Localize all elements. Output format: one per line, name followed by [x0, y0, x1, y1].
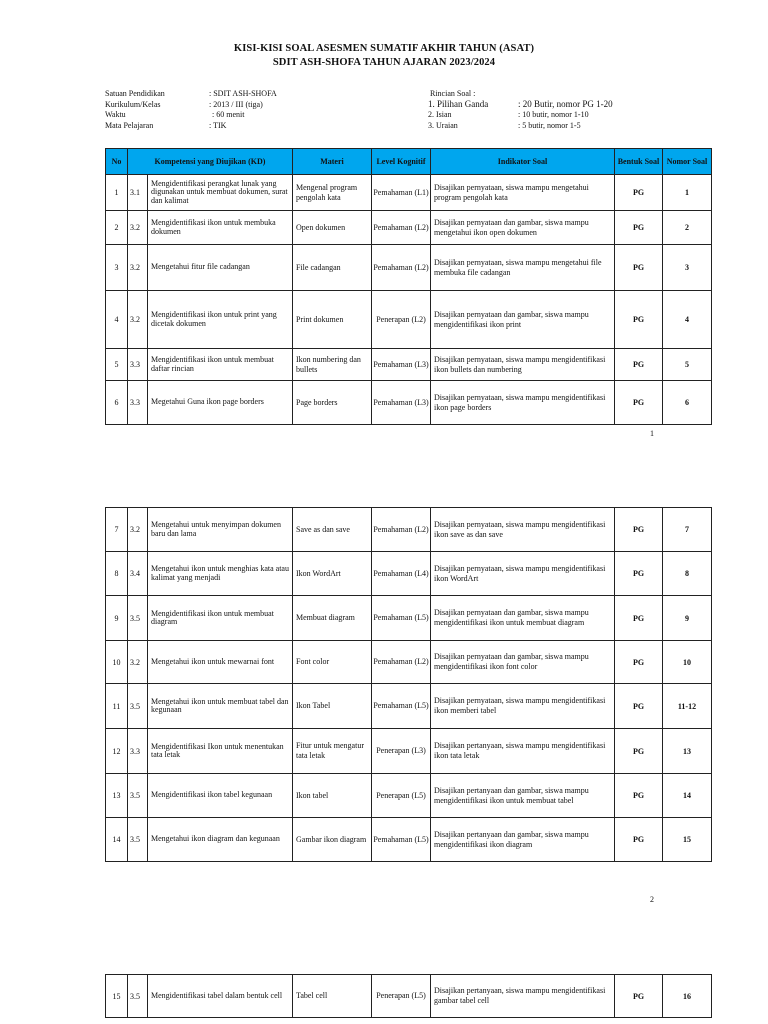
level-cell: Penerapan (L2) — [372, 291, 431, 349]
kd-number: 3.5 — [128, 818, 148, 862]
level-cell: Pemahaman (L5) — [372, 818, 431, 862]
rincian-title: Rincian Soal : — [430, 89, 476, 98]
table-row — [106, 596, 712, 641]
row-number: 9 — [106, 596, 128, 641]
row-number: 11 — [106, 684, 128, 729]
table-row — [106, 175, 712, 211]
bentuk-soal-cell: PG — [615, 552, 663, 596]
table-header-row — [106, 149, 712, 175]
kd-text: Mengidentifikasi ikon untuk print yang dicetak dokumen — [148, 291, 293, 349]
kd-number: 3.2 — [128, 245, 148, 291]
materi-cell: Open dokumen — [293, 211, 372, 245]
materi-cell: Ikon WordArt — [293, 552, 372, 596]
header-level: Level Kognitif — [372, 149, 431, 175]
kd-number: 3.5 — [128, 774, 148, 818]
indikator-cell: Disajikan pertanyaan dan gambar, siswa mampu mengidentifikasi ikon diagram — [431, 818, 615, 862]
kd-number: 3.3 — [128, 349, 148, 381]
kd-text: Mengidentifikasi ikon untuk membuat diagram — [148, 596, 293, 641]
bentuk-soal-cell: PG — [615, 684, 663, 729]
kd-text: Mengetahui untuk menyimpan dokumen baru dan lama — [148, 508, 293, 552]
level-cell: Pemahaman (L5) — [372, 684, 431, 729]
level-cell: Pemahaman (L2) — [372, 245, 431, 291]
level-cell: Penerapan (L5) — [372, 975, 431, 1018]
info-label: Mata Pelajaran — [105, 120, 154, 130]
kd-number: 3.5 — [128, 684, 148, 729]
kd-text: Mengetahui ikon untuk menghias kata atau kalimat yang menjadi — [148, 552, 293, 596]
row-number: 8 — [106, 552, 128, 596]
bentuk-soal-cell: PG — [615, 175, 663, 211]
kd-number: 3.3 — [128, 381, 148, 425]
indikator-cell: Disajikan pernyataan, siswa mampu mengidentifikasi ikon page borders — [431, 381, 615, 425]
level-cell: Pemahaman (L1) — [372, 175, 431, 211]
kd-text: Mengetahui fitur file cadangan — [148, 245, 293, 291]
indikator-cell: Disajikan pertanyaan, siswa mampu mengidentifikasi gambar tabel cell — [431, 975, 615, 1018]
nomor-soal-cell: 9 — [663, 596, 712, 641]
kd-number: 3.3 — [128, 729, 148, 774]
indikator-cell: Disajikan pernyataan, siswa mampu mengidentifikasi ikon WordArt — [431, 552, 615, 596]
kd-number: 3.4 — [128, 552, 148, 596]
indikator-cell: Disajikan pernyataan, siswa mampu mengidentifikasi ikon memberi tabel — [431, 684, 615, 729]
table-row — [106, 211, 712, 245]
school-info — [105, 88, 405, 130]
info-value: : 2013 / III (tiga) — [209, 99, 263, 109]
level-cell: Pemahaman (L3) — [372, 349, 431, 381]
kd-number: 3.2 — [128, 211, 148, 245]
info-label: Satuan Pendidikan — [105, 89, 165, 98]
materi-cell: Ikon tabel — [293, 774, 372, 818]
header-bentuk: Bentuk Soal — [615, 149, 663, 175]
kd-text: Mengetahui ikon diagram dan kegunaan — [148, 818, 293, 862]
table-row — [106, 729, 712, 774]
info-label: Waktu — [105, 110, 126, 119]
bentuk-soal-cell: PG — [615, 245, 663, 291]
bentuk-soal-cell: PG — [615, 291, 663, 349]
materi-cell: Ikon numbering dan bullets — [293, 349, 372, 381]
bentuk-soal-cell: PG — [615, 596, 663, 641]
kd-number: 3.2 — [128, 508, 148, 552]
table-row — [106, 774, 712, 818]
row-number: 13 — [106, 774, 128, 818]
kisi-kisi-table-page1 — [105, 148, 712, 425]
table-row — [106, 349, 712, 381]
bentuk-soal-cell: PG — [615, 381, 663, 425]
level-cell: Penerapan (L3) — [372, 729, 431, 774]
kd-text: Mengidentifikasi ikon untuk membuka dokumen — [148, 211, 293, 245]
level-cell: Pemahaman (L5) — [372, 596, 431, 641]
table-row — [106, 245, 712, 291]
rincian-item — [428, 120, 728, 131]
kd-number: 3.2 — [128, 291, 148, 349]
level-cell: Pemahaman (L3) — [372, 381, 431, 425]
table-row — [106, 975, 712, 1018]
level-cell: Pemahaman (L2) — [372, 641, 431, 684]
bentuk-soal-cell: PG — [615, 508, 663, 552]
info-value: : SDIT ASH-SHOFA — [209, 89, 277, 98]
header-indikator: Indikator Soal — [431, 149, 615, 175]
nomor-soal-cell: 8 — [663, 552, 712, 596]
kd-text: Mengidentifikasi tabel dalam bentuk cell — [148, 975, 293, 1018]
nomor-soal-cell: 2 — [663, 211, 712, 245]
row-number: 15 — [106, 975, 128, 1018]
info-label: Kurikulum/Kelas — [105, 99, 161, 109]
nomor-soal-cell: 16 — [663, 975, 712, 1018]
indikator-cell: Disajikan pernyataan dan gambar, siswa mampu mengetahui ikon open dokumen — [431, 211, 615, 245]
page-number: 2 — [650, 895, 654, 904]
table-body — [106, 975, 712, 1018]
level-cell: Pemahaman (L2) — [372, 211, 431, 245]
materi-cell: Print dokumen — [293, 291, 372, 349]
indikator-cell: Disajikan pertanyaan, siswa mampu mengidentifikasi ikon tata letak — [431, 729, 615, 774]
rincian-value: : 20 Butir, nomor PG 1-20 — [518, 98, 613, 109]
table-row — [106, 291, 712, 349]
table-row — [106, 508, 712, 552]
nomor-soal-cell: 6 — [663, 381, 712, 425]
nomor-soal-cell: 13 — [663, 729, 712, 774]
table-row — [106, 381, 712, 425]
document-subtitle: SDIT ASH-SHOFA TAHUN AJARAN 2023/2024 — [272, 57, 496, 68]
bentuk-soal-cell: PG — [615, 975, 663, 1018]
kd-number: 3.2 — [128, 641, 148, 684]
materi-cell: Fitur untuk mengatur tata letak — [293, 729, 372, 774]
indikator-cell: Disajikan pernyataan dan gambar, siswa mampu mengidentifikasi ikon font color — [431, 641, 615, 684]
materi-cell: Membuat diagram — [293, 596, 372, 641]
header-no: No — [106, 149, 128, 175]
materi-cell: Save as dan save — [293, 508, 372, 552]
kd-number: 3.5 — [128, 975, 148, 1018]
bentuk-soal-cell: PG — [615, 211, 663, 245]
materi-cell: Gambar ikon diagram — [293, 818, 372, 862]
page-number: 1 — [650, 429, 654, 438]
level-cell: Pemahaman (L2) — [372, 508, 431, 552]
info-row — [105, 88, 405, 99]
kd-text: Mengetahui ikon untuk mewarnai font — [148, 641, 293, 684]
indikator-cell: Disajikan pernyataan, siswa mampu mengidentifikasi ikon bullets dan numbering — [431, 349, 615, 381]
table-body — [106, 175, 712, 425]
nomor-soal-cell: 7 — [663, 508, 712, 552]
materi-cell: Ikon Tabel — [293, 684, 372, 729]
nomor-soal-cell: 1 — [663, 175, 712, 211]
materi-cell: Tabel cell — [293, 975, 372, 1018]
nomor-soal-cell: 5 — [663, 349, 712, 381]
indikator-cell: Disajikan pernyataan, siswa mampu mengetahui program pengolah kata — [431, 175, 615, 211]
materi-cell: Mengenal program pengolah kata — [293, 175, 372, 211]
row-number: 7 — [106, 508, 128, 552]
table-row — [106, 684, 712, 729]
kd-text: Mengidentifikasi Ikon untuk menentukan tata letak — [148, 729, 293, 774]
table-row — [106, 818, 712, 862]
level-cell: Penerapan (L5) — [372, 774, 431, 818]
rincian-value: : 10 butir, nomor 1-10 — [518, 110, 589, 119]
bentuk-soal-cell: PG — [615, 818, 663, 862]
indikator-cell: Disajikan pernyataan, siswa mampu mengidentifikasi ikon save as dan save — [431, 508, 615, 552]
row-number: 1 — [106, 175, 128, 211]
rincian-item — [428, 109, 728, 120]
level-cell: Pemahaman (L4) — [372, 552, 431, 596]
bentuk-soal-cell: PG — [615, 641, 663, 684]
row-number: 6 — [106, 381, 128, 425]
indikator-cell: Disajikan pernyataan dan gambar, siswa mampu mengidentifikasi ikon untuk membuat diagram — [431, 596, 615, 641]
table-body — [106, 508, 712, 862]
rincian-label: 3. Uraian — [428, 120, 458, 130]
rincian-label: 2. Isian — [428, 110, 452, 119]
kd-text: Mengetahui ikon untuk membuat tabel dan kegunaan — [148, 684, 293, 729]
nomor-soal-cell: 3 — [663, 245, 712, 291]
rincian-label: 1. Pilihan Ganda — [428, 98, 489, 109]
row-number: 12 — [106, 729, 128, 774]
rincian-item — [428, 99, 728, 110]
nomor-soal-cell: 10 — [663, 641, 712, 684]
kd-number: 3.5 — [128, 596, 148, 641]
kd-text: Megetahui Guna ikon page borders — [148, 381, 293, 425]
indikator-cell: Disajikan pernyataan, siswa mampu mengetahui file membuka file cadangan — [431, 245, 615, 291]
row-number: 10 — [106, 641, 128, 684]
nomor-soal-cell: 4 — [663, 291, 712, 349]
info-value: : TIK — [209, 120, 227, 130]
row-number: 14 — [106, 818, 128, 862]
header-nomor: Nomor Soal — [663, 149, 712, 175]
nomor-soal-cell: 14 — [663, 774, 712, 818]
bentuk-soal-cell: PG — [615, 774, 663, 818]
rincian-soal — [428, 88, 728, 130]
kd-text: Mengidentifikasi ikon tabel kegunaan — [148, 774, 293, 818]
document-title: KISI-KISI SOAL ASESMEN SUMATIF AKHIR TAHUN (ASAT) — [233, 43, 535, 54]
kisi-kisi-table-page3 — [105, 974, 712, 1018]
row-number: 2 — [106, 211, 128, 245]
row-number: 4 — [106, 291, 128, 349]
header-kd: Kompetensi yang Diujikan (KD) — [128, 149, 293, 175]
table-row — [106, 641, 712, 684]
table-row — [106, 552, 712, 596]
materi-cell: File cadangan — [293, 245, 372, 291]
indikator-cell: Disajikan pernyataan dan gambar, siswa mampu mengidentifikasi ikon print — [431, 291, 615, 349]
info-row — [105, 109, 405, 120]
nomor-soal-cell: 15 — [663, 818, 712, 862]
header-materi: Materi — [293, 149, 372, 175]
kd-text: Mengidentifikasi perangkat lunak yang digunakan untuk membuat dokumen, surat dan kalimat — [148, 175, 293, 211]
row-number: 5 — [106, 349, 128, 381]
materi-cell: Font color — [293, 641, 372, 684]
materi-cell: Page borders — [293, 381, 372, 425]
row-number: 3 — [106, 245, 128, 291]
info-value: : 60 menit — [212, 110, 245, 119]
bentuk-soal-cell: PG — [615, 349, 663, 381]
rincian-value: : 5 butir, nomor 1-5 — [518, 120, 581, 130]
indikator-cell: Disajikan pertanyaan dan gambar, siswa mampu mengidentifikasi ikon untuk membuat tabel — [431, 774, 615, 818]
kd-number: 3.1 — [128, 175, 148, 211]
kisi-kisi-table-page2 — [105, 507, 712, 862]
kd-text: Mengidentifikasi ikon untuk membuat daftar rincian — [148, 349, 293, 381]
nomor-soal-cell: 11-12 — [663, 684, 712, 729]
info-row — [105, 120, 405, 131]
info-row — [105, 99, 405, 110]
bentuk-soal-cell: PG — [615, 729, 663, 774]
